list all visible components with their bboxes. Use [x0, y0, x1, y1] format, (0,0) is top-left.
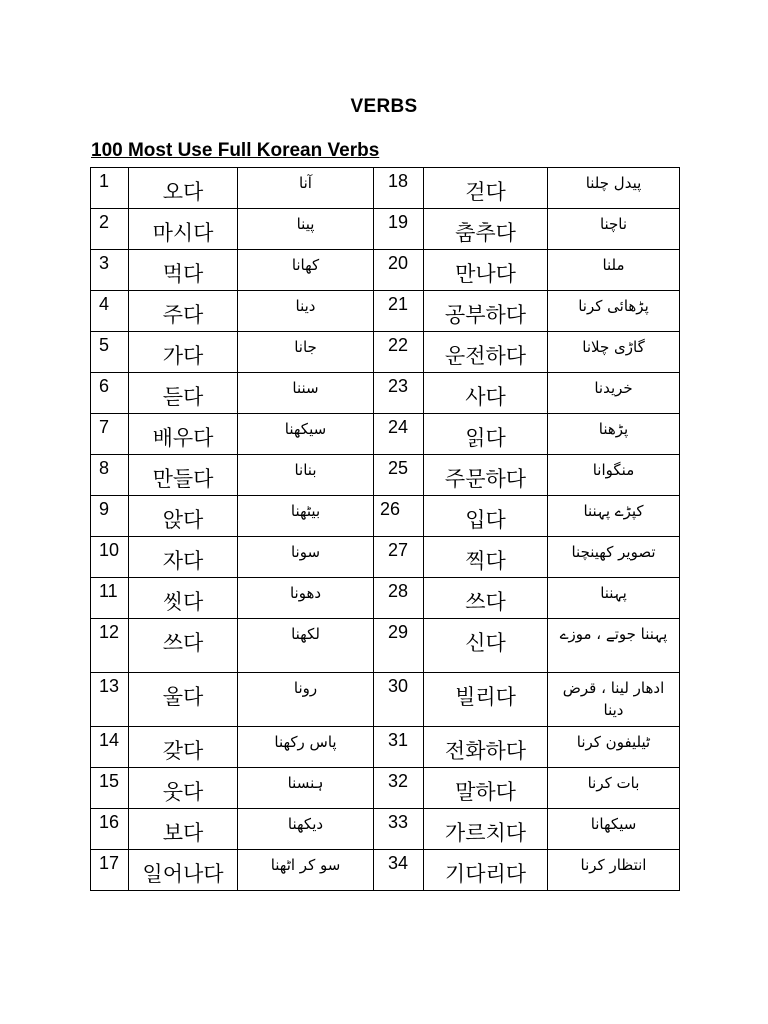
- urdu-meaning-right: خریدنا: [548, 373, 680, 414]
- verb-number-left: 1: [91, 168, 129, 209]
- urdu-meaning-right: ملنا: [548, 250, 680, 291]
- verb-number-right: 33: [374, 809, 424, 850]
- verb-number-left: 16: [91, 809, 129, 850]
- verb-number-right: 32: [374, 768, 424, 809]
- table-row: [91, 496, 680, 537]
- verb-number-right: 29: [374, 619, 424, 673]
- verb-number-right: 20: [374, 250, 424, 291]
- table-row: [91, 414, 680, 455]
- table-heading: 100 Most Use Full Korean Verbs: [91, 140, 380, 161]
- korean-verb-left: 가다: [129, 332, 238, 373]
- verb-number-right: 30: [374, 673, 424, 727]
- table-row: [91, 578, 680, 619]
- korean-verb-right: 입다: [424, 496, 548, 537]
- verb-number-right: 25: [374, 455, 424, 496]
- page-title: VERBS: [350, 96, 418, 117]
- verb-number-right: 22: [374, 332, 424, 373]
- table-row: [91, 727, 680, 768]
- table-row: [91, 619, 680, 673]
- urdu-meaning-right: پڑھنا: [548, 414, 680, 455]
- table-row: [91, 537, 680, 578]
- korean-verb-right: 걷다: [424, 168, 548, 209]
- verb-number-left: 5: [91, 332, 129, 373]
- verb-number-right: 24: [374, 414, 424, 455]
- urdu-meaning-left: آنا: [238, 168, 374, 209]
- korean-verb-left: 먹다: [129, 250, 238, 291]
- korean-verb-left: 듣다: [129, 373, 238, 414]
- urdu-meaning-left: پینا: [238, 209, 374, 250]
- verb-number-right: 26: [374, 496, 424, 537]
- urdu-meaning-right: گاڑی چلانا: [548, 332, 680, 373]
- verb-number-left: 10: [91, 537, 129, 578]
- table-row: [91, 455, 680, 496]
- urdu-meaning-right: تصویر کھینچنا: [548, 537, 680, 578]
- urdu-meaning-left: دیکھنا: [238, 809, 374, 850]
- verb-number-right: 23: [374, 373, 424, 414]
- korean-verb-right: 말하다: [424, 768, 548, 809]
- verb-number-left: 11: [91, 578, 129, 619]
- table-row: [91, 850, 680, 891]
- korean-verb-right: 전화하다: [424, 727, 548, 768]
- korean-verb-left: 보다: [129, 809, 238, 850]
- urdu-meaning-left: بنانا: [238, 455, 374, 496]
- table-row: [91, 209, 680, 250]
- korean-verb-right: 찍다: [424, 537, 548, 578]
- verb-number-left: 9: [91, 496, 129, 537]
- korean-verb-right: 만나다: [424, 250, 548, 291]
- urdu-meaning-left: دھونا: [238, 578, 374, 619]
- korean-verb-left: 갖다: [129, 727, 238, 768]
- urdu-meaning-right: پیدل چلنا: [548, 168, 680, 209]
- korean-verb-left: 울다: [129, 673, 238, 727]
- verb-number-left: 4: [91, 291, 129, 332]
- korean-verb-right: 빌리다: [424, 673, 548, 727]
- korean-verb-left: 앉다: [129, 496, 238, 537]
- verb-number-right: 34: [374, 850, 424, 891]
- korean-verb-left: 일어나다: [129, 850, 238, 891]
- table-row: [91, 673, 680, 727]
- verb-number-left: 15: [91, 768, 129, 809]
- verb-number-left: 12: [91, 619, 129, 673]
- korean-verb-right: 신다: [424, 619, 548, 673]
- korean-verb-left: 주다: [129, 291, 238, 332]
- korean-verb-right: 기다리다: [424, 850, 548, 891]
- urdu-meaning-left: سننا: [238, 373, 374, 414]
- urdu-meaning-left: جانا: [238, 332, 374, 373]
- verb-number-right: 27: [374, 537, 424, 578]
- table-row: [91, 768, 680, 809]
- urdu-meaning-left: سیکھنا: [238, 414, 374, 455]
- korean-verb-left: 마시다: [129, 209, 238, 250]
- urdu-meaning-right: پہننا جوتے ، موزے: [548, 619, 680, 673]
- urdu-meaning-right: پڑھائی کرنا: [548, 291, 680, 332]
- urdu-meaning-right: بات کرنا: [548, 768, 680, 809]
- verb-number-left: 17: [91, 850, 129, 891]
- korean-verb-right: 공부하다: [424, 291, 548, 332]
- urdu-meaning-left: پاس رکھنا: [238, 727, 374, 768]
- verb-number-left: 2: [91, 209, 129, 250]
- verb-number-right: 19: [374, 209, 424, 250]
- table-row: [91, 291, 680, 332]
- verb-number-right: 18: [374, 168, 424, 209]
- urdu-meaning-left: سونا: [238, 537, 374, 578]
- korean-verb-right: 사다: [424, 373, 548, 414]
- korean-verb-left: 웃다: [129, 768, 238, 809]
- table-row: [91, 373, 680, 414]
- verb-number-left: 8: [91, 455, 129, 496]
- korean-verb-right: 주문하다: [424, 455, 548, 496]
- korean-verb-left: 쓰다: [129, 619, 238, 673]
- table-row: [91, 250, 680, 291]
- korean-verb-right: 가르치다: [424, 809, 548, 850]
- urdu-meaning-right: کپڑے پہننا: [548, 496, 680, 537]
- verb-number-left: 13: [91, 673, 129, 727]
- verb-number-right: 31: [374, 727, 424, 768]
- verb-number-right: 28: [374, 578, 424, 619]
- urdu-meaning-left: دینا: [238, 291, 374, 332]
- korean-verb-left: 자다: [129, 537, 238, 578]
- urdu-meaning-right: ٹیلیفون کرنا: [548, 727, 680, 768]
- urdu-meaning-right: ناچنا: [548, 209, 680, 250]
- korean-verb-right: 운전하다: [424, 332, 548, 373]
- korean-verb-left: 배우다: [129, 414, 238, 455]
- verb-number-right: 21: [374, 291, 424, 332]
- urdu-meaning-left: سو کر اٹھنا: [238, 850, 374, 891]
- korean-verb-right: 춤추다: [424, 209, 548, 250]
- urdu-meaning-right: منگوانا: [548, 455, 680, 496]
- urdu-meaning-right: انتظار کرنا: [548, 850, 680, 891]
- verb-number-left: 6: [91, 373, 129, 414]
- urdu-meaning-left: ہنسنا: [238, 768, 374, 809]
- verb-number-left: 7: [91, 414, 129, 455]
- urdu-meaning-right: پہننا: [548, 578, 680, 619]
- urdu-meaning-right: سیکھانا: [548, 809, 680, 850]
- korean-verb-right: 읽다: [424, 414, 548, 455]
- korean-verb-left: 오다: [129, 168, 238, 209]
- korean-verb-right: 쓰다: [424, 578, 548, 619]
- korean-verb-left: 씻다: [129, 578, 238, 619]
- table-row: [91, 332, 680, 373]
- table-row: [91, 168, 680, 209]
- urdu-meaning-left: بیٹھنا: [238, 496, 374, 537]
- korean-verb-left: 만들다: [129, 455, 238, 496]
- urdu-meaning-left: لکھنا: [238, 619, 374, 673]
- urdu-meaning-right: ادھار لینا ، قرض دینا: [548, 673, 680, 727]
- urdu-meaning-left: رونا: [238, 673, 374, 727]
- verbs-table-body: [91, 168, 680, 891]
- verbs-table: [90, 167, 680, 891]
- verb-number-left: 3: [91, 250, 129, 291]
- urdu-meaning-left: کھانا: [238, 250, 374, 291]
- table-row: [91, 809, 680, 850]
- verb-number-left: 14: [91, 727, 129, 768]
